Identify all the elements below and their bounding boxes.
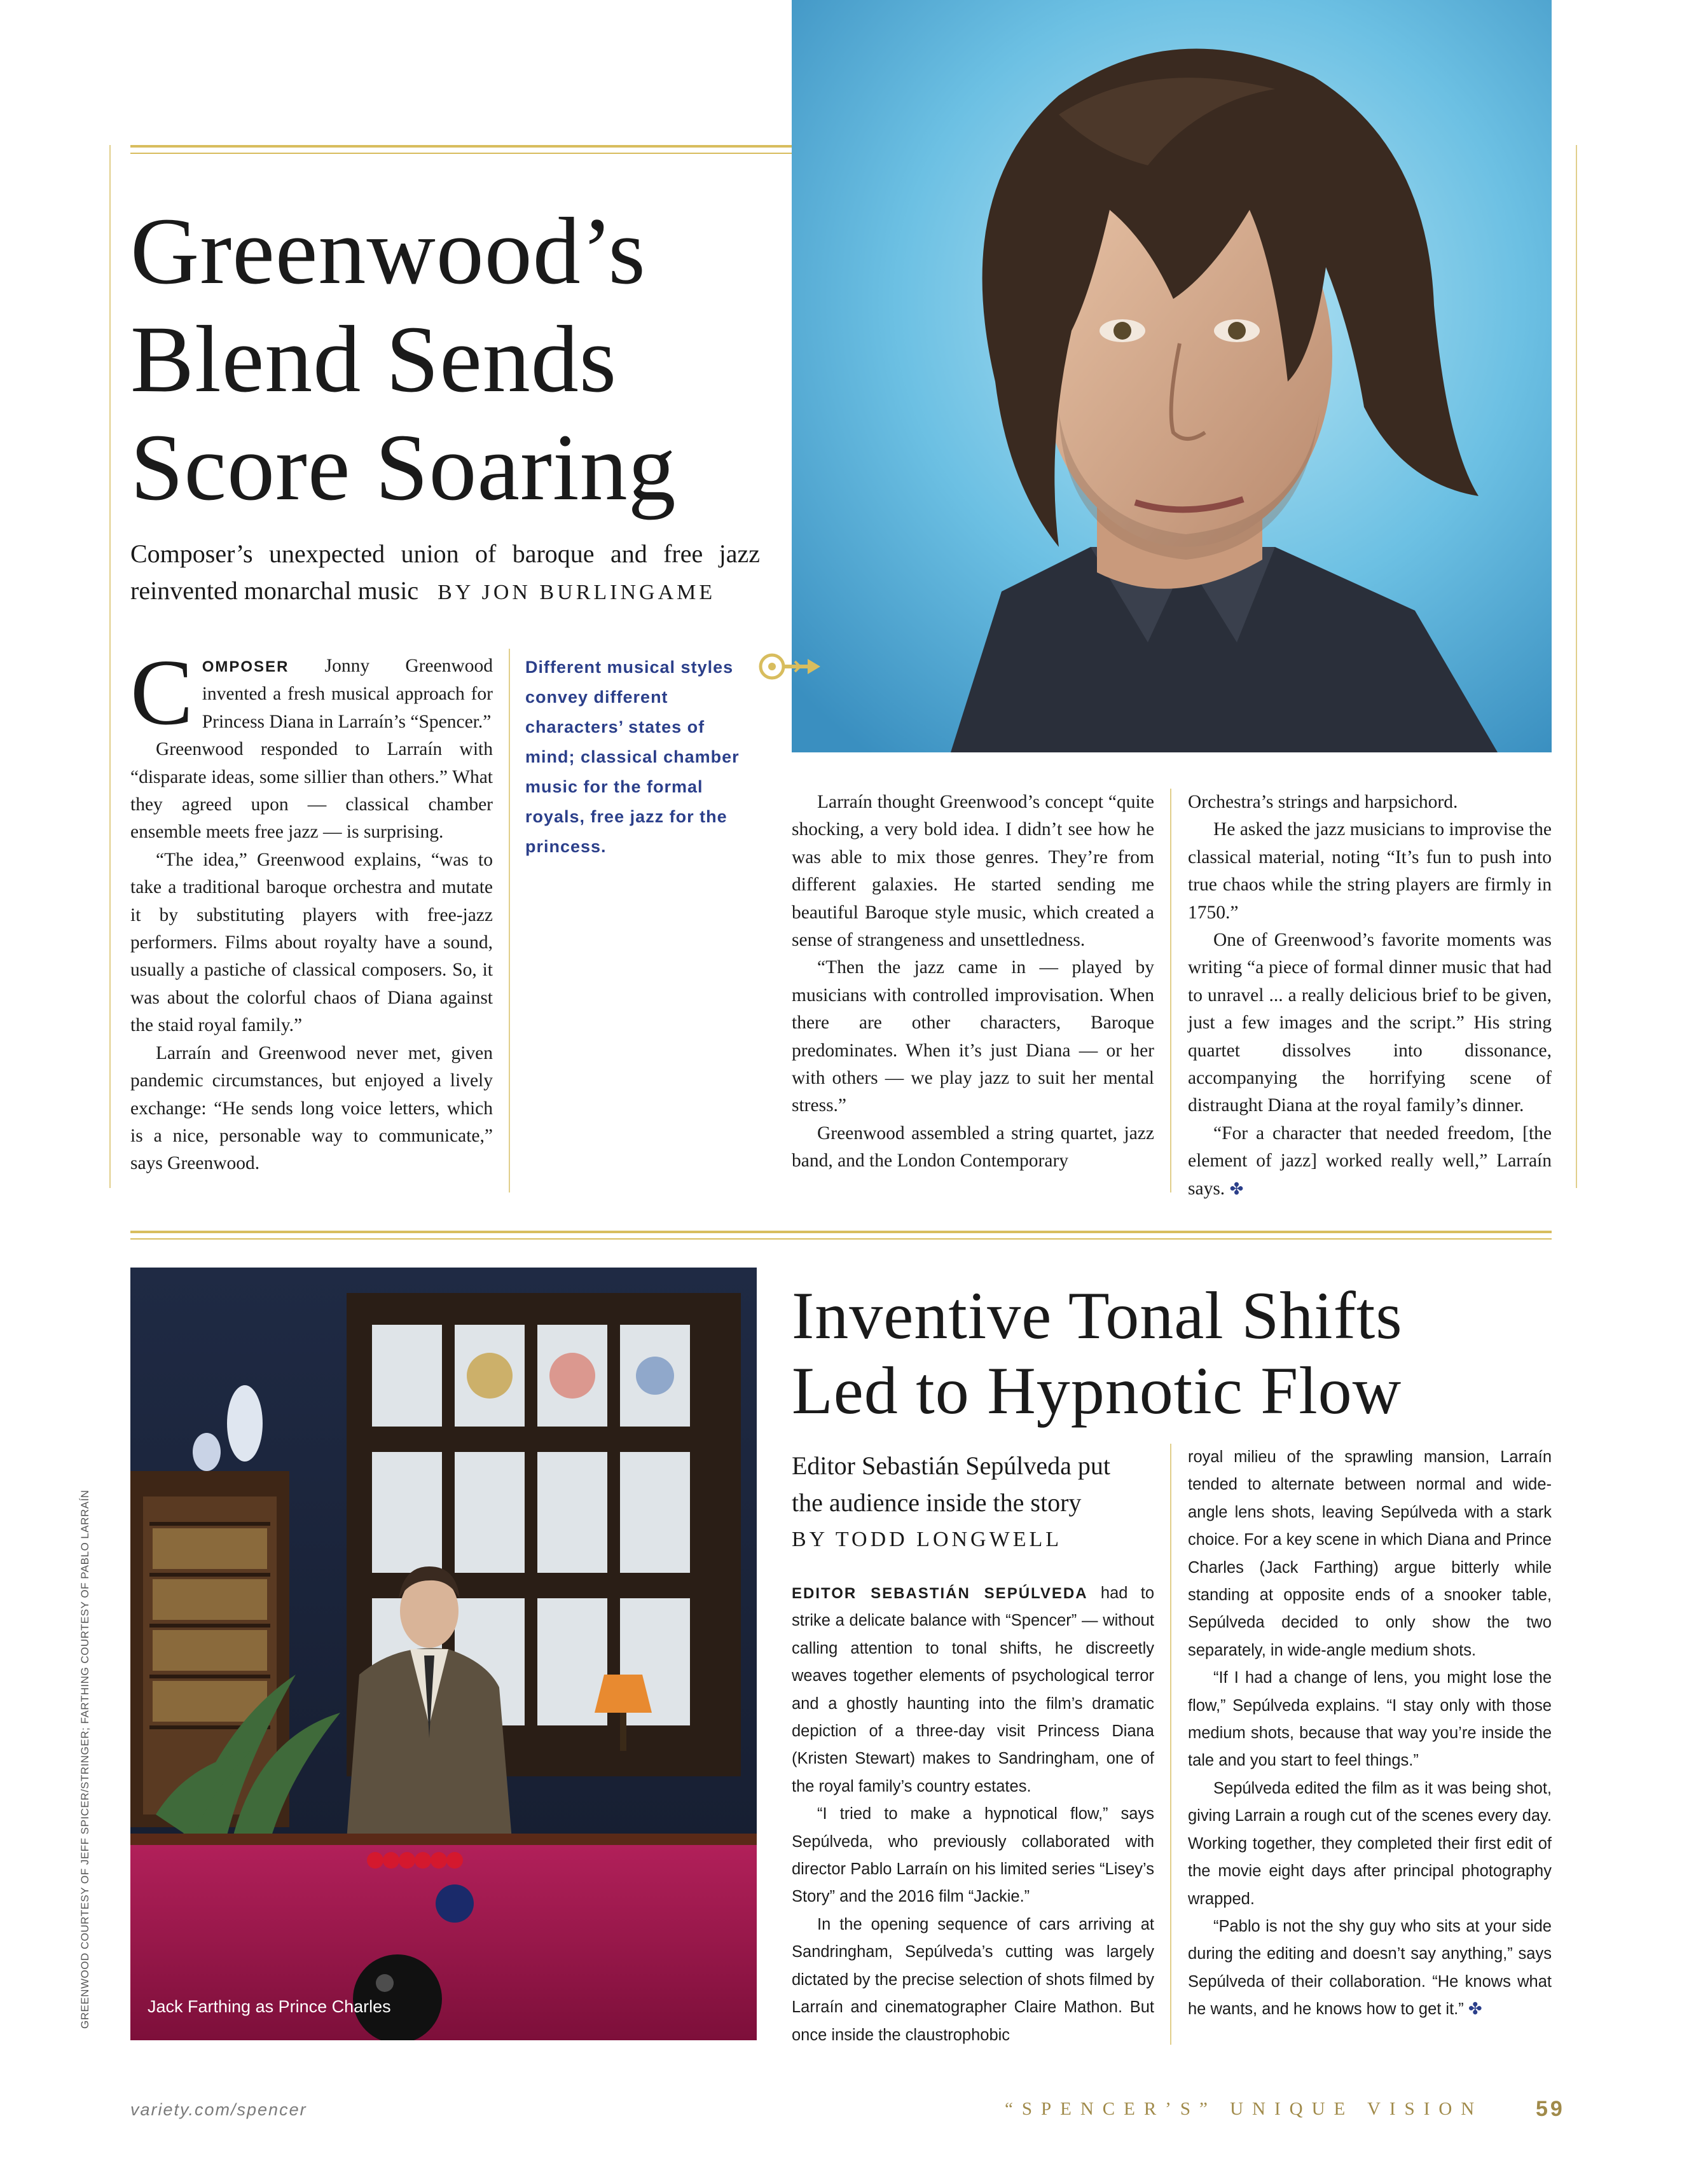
article2-deck bbox=[792, 1448, 1154, 1558]
byline: BY JON BURLINGAME bbox=[438, 581, 716, 604]
middle-rule bbox=[130, 1231, 1552, 1233]
paragraph: “The idea,” Greenwood explains, “was to take a traditional baroque orchestra and mutate it by substituting players with free-jazz performers. Films about royalty have a sound, usually a pastiche of classical composers. So, it was about the colorful chaos of Diana against the staid royal family.” bbox=[130, 849, 493, 1036]
paragraph: He asked the jazz musicians to improvise the classical material, noting “It’s fun to push into true chaos while the string players are firmly in 1750.” bbox=[1188, 819, 1552, 923]
footer-section-title: “SPENCER’S” UNIQUE VISION bbox=[1005, 2099, 1484, 2119]
paragraph bbox=[1188, 1913, 1552, 2024]
lead-paragraph bbox=[130, 640, 493, 745]
headline-line: Inventive Tonal Shifts bbox=[792, 1278, 1403, 1353]
lead-paragraph bbox=[792, 1580, 1154, 1800]
page-number: 59 bbox=[1536, 2097, 1565, 2121]
paragraph: “If I had a change of lens, you might lose the flow,” Sepúlveda explains. “I stay only with those medium shots, because that way you’re inside the tale and you start to feel things.” bbox=[1188, 1669, 1552, 1770]
lead-caps: OMPOSER bbox=[202, 658, 289, 675]
end-mark-icon: ✤ bbox=[1229, 1179, 1244, 1199]
article1-deck bbox=[130, 536, 760, 611]
column-divider bbox=[1170, 1444, 1171, 2045]
article1-headline bbox=[130, 197, 677, 522]
arrow-ornament-icon bbox=[757, 647, 827, 686]
paragraph bbox=[1188, 1120, 1552, 1203]
end-mark-icon: ✤ bbox=[1468, 2000, 1482, 2019]
article2-column-1 bbox=[792, 1580, 1154, 2049]
article1-column-3 bbox=[792, 789, 1154, 1175]
headline-line: Score Soaring bbox=[130, 415, 677, 520]
paragraph: In the opening sequence of cars arriving at Sandringham, Sepúlveda’s cutting was largely dictated by the precise selection of shots filmed by Larraín and cinematographer Claire Mathon. But once inside the claustrophobic bbox=[792, 1915, 1154, 2044]
left-frame-rule bbox=[109, 145, 111, 1188]
footer-url[interactable]: variety.com/spencer bbox=[130, 2100, 307, 2119]
drop-cap: C bbox=[130, 640, 193, 745]
paragraph: royal milieu of the sprawling mansion, Larraín tended to alternate between normal and wide-angle lens shots, leaving Sepúlveda with a stark choice. For a key scene in which Diana and Prince Charles (Jack Farthing) argue bitterly while standing at opposite ends of a snooker table, Sepúlveda decided to only show the two separately, in wide-angle medium shots. bbox=[1188, 1448, 1552, 1659]
headline-line: Led to Hypnotic Flow bbox=[792, 1353, 1402, 1428]
paragraph: “I tried to make a hypnotical flow,” says Sepúlveda, who previously collaborated with director Pablo Larraín on his limited series “Lisey’s Story” and the 2016 film “Jackie.” bbox=[792, 1805, 1154, 1906]
paragraph: Greenwood responded to Larraín with “disparate ideas, some sillier than others.” What they agreed upon — classical chamber ensemble meets free jazz — is surprising. bbox=[130, 739, 493, 843]
deck-line: the audience inside the story bbox=[792, 1488, 1082, 1517]
photo-credit: GREENWOOD COURTESY OF JEFF SPICER/STRINGER; FARTHING COURTESY OF PABLO LARRAÍN bbox=[79, 1489, 91, 2029]
top-rule-thin bbox=[130, 153, 792, 154]
paragraph-text: “Pablo is not the shy guy who sits at your side during the editing and doesn’t say anything,” says Sepúlveda of their collaboration. “He knows what he wants, and he knows how to get it.” bbox=[1188, 1917, 1552, 2019]
right-frame-rule bbox=[1576, 145, 1577, 1188]
article2-column-2 bbox=[1188, 1444, 1552, 2024]
deck-text: Composer’s unexpected union of baroque and free jazz reinvented monarchal music bbox=[130, 539, 760, 605]
paragraph: “Then the jazz came in — played by musicians with controlled improvisation. When there are other characters, Baroque predominates. When it’s just Diana — or her with others — we play jazz to suit her mental stress.” bbox=[792, 957, 1154, 1116]
paragraph-text: Jonny Greenwood invented a fresh musical approach for Princess Diana in Larraín’s “Spencer.” bbox=[202, 656, 493, 732]
snooker-room-image bbox=[130, 1268, 757, 2040]
article1-column-4 bbox=[1188, 789, 1552, 1203]
article1-column-1 bbox=[130, 640, 493, 1178]
deck-line: Editor Sebastián Sepúlveda put bbox=[792, 1451, 1111, 1480]
jack-farthing-photo bbox=[130, 1268, 757, 2040]
article2-headline bbox=[792, 1278, 1403, 1428]
column-divider bbox=[1170, 789, 1171, 1192]
greenwood-portrait bbox=[792, 0, 1552, 752]
column-divider bbox=[509, 649, 510, 1192]
paragraph: Greenwood assembled a string quartet, jazz band, and the London Contemporary bbox=[792, 1123, 1154, 1171]
lead-caps: EDITOR SEBASTIÁN SEPÚLVEDA bbox=[792, 1585, 1088, 1602]
paragraph: Orchestra’s strings and harpsichord. bbox=[1188, 792, 1458, 812]
photo-caption: Jack Farthing as Prince Charles bbox=[148, 1997, 391, 2016]
paragraph: Larraín thought Greenwood’s concept “quite shocking, a very bold idea. I didn’t see how he was able to mix those genres. They’re from different galaxies. He started sending me beautiful Baroque style music, which created a sense of strangeness and unsettledness. bbox=[792, 792, 1154, 951]
headline-line: Blend Sends bbox=[130, 307, 617, 412]
pull-quote: Different musical styles convey different characters’ states of mind; classical chamber music for the formal royals, free jazz for the princess. bbox=[525, 658, 740, 856]
headline-line: Greenwood’s bbox=[130, 198, 646, 304]
paragraph: Sepúlveda edited the film as it was being shot, giving Larrain a rough cut of the scenes every day. Working together, they completed their first edit of the movie eight days after principal photography wrapped. bbox=[1188, 1779, 1552, 1908]
paragraph: One of Greenwood’s favorite moments was writing “a piece of formal dinner music that had to unravel ... a really delicious brief to be given, just a few images and the script.” His string quartet dissolves into dissonance, accompanying the horrifying scene of distraught Diana at the royal family’s dinner. bbox=[1188, 930, 1552, 1116]
byline: BY TODD LONGWELL bbox=[792, 1528, 1062, 1551]
paragraph: Larraín and Greenwood never met, given pandemic circumstances, but enjoyed a lively exchange: “He sends long voice letters, which is a nice, personable way to communicate,” says Greenwood. bbox=[130, 1042, 493, 1174]
paragraph-text: had to strike a delicate balance with “Spencer” — without calling attention to tonal shifts, he discreetly weaves together elements of psychological terror and a ghostly haunting into the film’s dramatic depiction of a three-day visit Princess Diana (Kristen Stewart) makes to Sandringham, one of the royal family’s country estates. bbox=[792, 1584, 1154, 1795]
top-rule bbox=[130, 145, 792, 148]
middle-rule-thin bbox=[130, 1238, 1552, 1240]
paragraph-text: “For a character that needed freedom, [the element of jazz] worked really well,” Larraín says. bbox=[1188, 1123, 1552, 1199]
portrait-image bbox=[792, 0, 1552, 752]
